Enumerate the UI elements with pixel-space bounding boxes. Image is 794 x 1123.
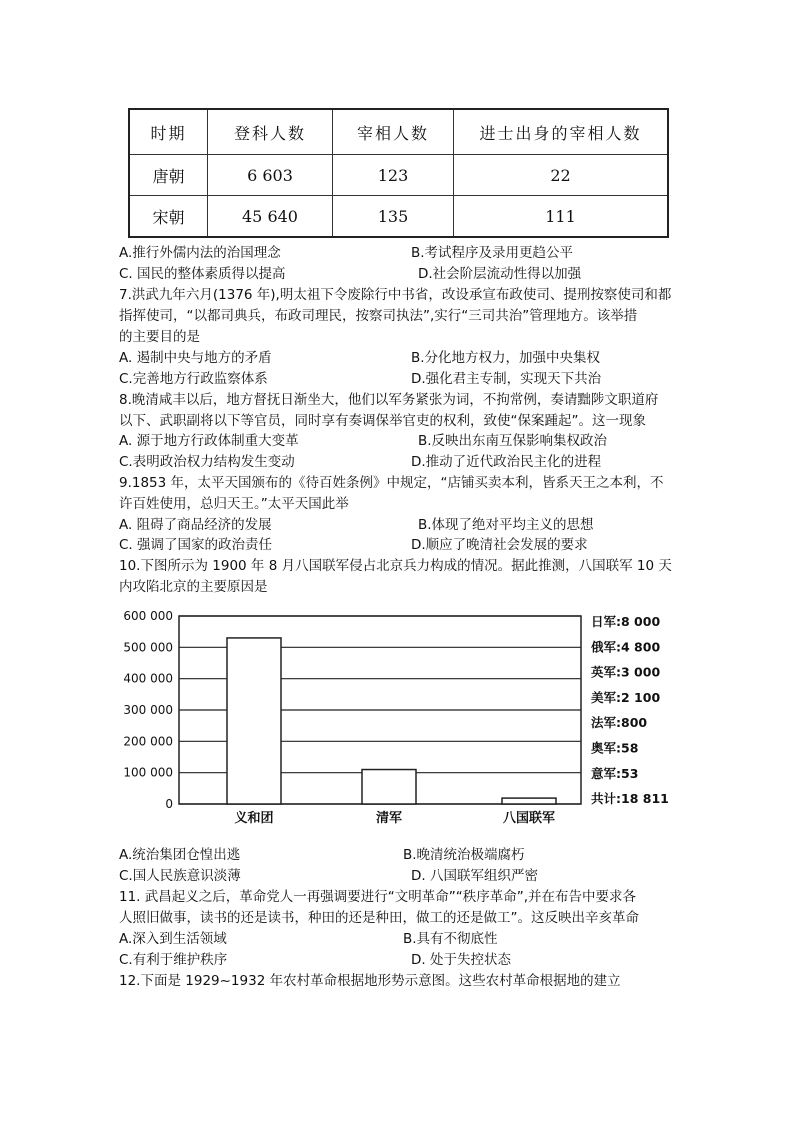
table-header-row: [129, 109, 668, 155]
troop-bar-chart: [119, 604, 679, 834]
table-cell: 22: [454, 155, 669, 196]
q12-stem-line: 12.下面是 1929~1932 年农村革命根据地形势示意图。这些农村革命根据地的建立: [119, 973, 621, 989]
table-header-cell: 进士出身的宰相人数: [454, 109, 669, 155]
q6-option-a: A.推行外儒内法的治国理念: [119, 245, 281, 261]
q11-stem-line: 人照旧做事，读书的还是读书，种田的还是种田，做工的还是做工”。这反映出辛亥革命: [119, 910, 639, 926]
q9-stem-line: 9.1853 年，太平天国颁布的《待百姓条例》中规定，“店铺买卖本利，皆系天王之本利，不: [119, 475, 664, 491]
legend-entry: 共计:18 811: [591, 791, 669, 807]
x-tick-label: 八国联军: [502, 811, 556, 826]
q6-option-c: C. 国民的整体素质得以提高: [119, 266, 286, 282]
table-cell: 45 640: [208, 196, 333, 238]
q10-stem-line: 内攻陷北京的主要原因是: [119, 579, 268, 595]
q10-option-b: B.晚清统治极端腐朽: [403, 847, 525, 863]
table-cell: 111: [454, 196, 669, 238]
table-cell: 唐朝: [129, 155, 208, 196]
q11-option-a: A.深入到生活领域: [119, 931, 227, 947]
q11-stem-line: 11. 武昌起义之后，革命党人一再强调要进行“文明革命”“秩序革命”,并在布告中要求各: [119, 889, 637, 905]
y-tick-label: 0: [165, 797, 173, 811]
q11-option-b: B.具有不彻底性: [403, 931, 498, 947]
q8-stem-line: 以下、武职副将以下等官员，同时享有奏调保举官吏的权利，致使“保案踵起”。这一现象: [119, 413, 646, 429]
q10-option-c: C.国人民族意识淡薄: [119, 868, 241, 884]
q10-stem-line: 10.下图所示为 1900 年 8 月八国联军侵占北京兵力构成的情况。据此推测，八国联军 10 天: [119, 558, 672, 574]
q7-stem-line: 7.洪武九年六月(1376 年),明太祖下令废除行中书省，改设承宣布政使司、提刑按察使司和都: [119, 287, 672, 303]
legend-entry: 日军:8 000: [591, 614, 661, 629]
table-cell: 宋朝: [129, 196, 208, 238]
legend-entry: 美军:2 100: [591, 689, 661, 705]
q9-option-a: A. 阻碍了商品经济的发展: [119, 517, 272, 533]
q8-option-c: C.表明政治权力结构发生变动: [119, 454, 295, 470]
x-tick-label: 清军: [375, 811, 403, 826]
q9-option-b: B.体现了绝对平均主义的思想: [418, 517, 594, 533]
legend-entry: 奥军:58: [591, 740, 639, 756]
table-header-cell: 登科人数: [208, 109, 333, 155]
q7-option-a: A. 遏制中央与地方的矛盾: [119, 350, 272, 366]
table-cell: 123: [333, 155, 454, 196]
q7-option-d: D.强化君主专制，实现天下共治: [411, 371, 602, 387]
q8-option-a: A. 源于地方行政体制重大变革: [119, 433, 299, 449]
bar: [227, 638, 281, 804]
q11-option-d: D. 处于失控状态: [411, 952, 511, 968]
q8-stem-line: 8.晚清咸丰以后，地方督抚日渐坐大，他们以军务紧张为词，不拘常例，奏请黜陟文职道府: [119, 392, 659, 408]
q7-stem-line: 指挥使司，“以都司典兵，布政司理民，按察司执法”,实行“三司共治”管理地方。该举措: [119, 308, 638, 324]
q9-stem-line: 许百姓使用，总归天王。”太平天国此举: [119, 496, 349, 512]
y-tick-label: 600 000: [123, 609, 173, 623]
table-cell: 6 603: [208, 155, 333, 196]
y-tick-label: 200 000: [123, 734, 173, 749]
x-tick-label: 义和团: [234, 811, 274, 826]
q10-option-d: D. 八国联军组织严密: [411, 868, 538, 884]
q7-stem-line: 的主要目的是: [119, 329, 200, 345]
legend-entry: 意军:53: [591, 765, 639, 781]
legend-entry: 英军:3 000: [591, 664, 661, 680]
data-table: [128, 108, 669, 238]
table-row: [129, 196, 668, 238]
q9-option-c: C. 强调了国家的政治责任: [119, 537, 273, 553]
table-row: [129, 155, 668, 196]
table-cell: 135: [333, 196, 454, 238]
legend-entry: 法军:800: [591, 715, 648, 731]
y-tick-label: 100 000: [123, 765, 173, 780]
bar: [362, 770, 416, 804]
q8-option-b: B.反映出东南互保影响集权政治: [418, 433, 608, 449]
y-tick-label: 300 000: [123, 703, 173, 717]
q10-option-a: A.统治集团仓惶出逃: [119, 847, 241, 863]
q7-option-b: B.分化地方权力，加强中央集权: [411, 350, 601, 366]
q6-option-d: D.社会阶层流动性得以加强: [418, 266, 582, 282]
q7-option-c: C.完善地方行政监察体系: [119, 371, 268, 387]
y-tick-label: 500 000: [123, 640, 173, 655]
table-header-cell: 宰相人数: [333, 109, 454, 155]
q6-option-b: B.考试程序及录用更趋公平: [411, 245, 574, 261]
table-header-cell: 时期: [129, 109, 208, 155]
q8-option-d: D.推动了近代政治民主化的进程: [411, 454, 602, 470]
q11-option-c: C.有利于维护秩序: [119, 952, 228, 968]
y-tick-label: 400 000: [123, 671, 173, 686]
q9-option-d: D.顺应了晚清社会发展的要求: [411, 537, 588, 553]
legend-entry: 俄军:4 800: [591, 639, 661, 655]
bar: [502, 798, 556, 804]
